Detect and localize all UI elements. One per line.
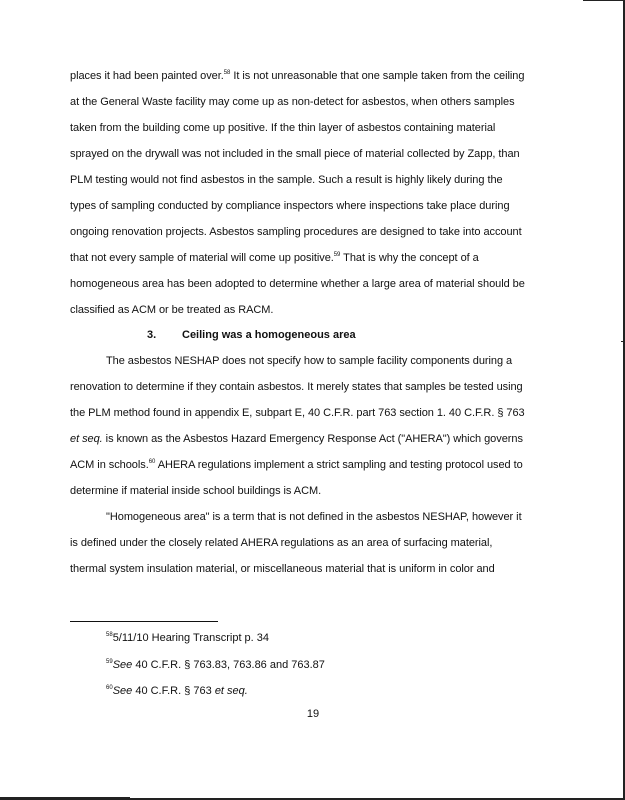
footnote-ref: 59 (333, 252, 341, 258)
footnote-ref: 58 (223, 70, 231, 76)
body-line: homogeneous area has been adopted to determine whether a large area of material should be (70, 278, 525, 290)
body-line: renovation to determine if they contain asbestos. It merely states that samples be tested using (70, 381, 523, 393)
footnote-divider (70, 621, 218, 622)
body-line: PLM testing would not find asbestos in the sample. Such a result is highly likely during the (70, 174, 503, 186)
footnote: $^{60}$See 40 C.F.R. § 763 et seq. (106, 685, 248, 697)
body-line: taken from the building come up positive. If the thin layer of asbestos containing material (70, 122, 496, 134)
body-line: et seq. is known as the Asbestos Hazard Emergency Response Act ("AHERA") which governs (70, 433, 523, 445)
scan-edge-top (583, 0, 625, 1)
body-line: The asbestos NESHAP does not specify how to sample facility components during a (106, 355, 513, 367)
body-line: thermal system insulation material, or miscellaneous material that is uniform in color and (70, 563, 495, 575)
body-line: ACM in schools.$^{60}$ AHERA regulations implement a strict sampling and testing protocol used to (70, 459, 523, 471)
footnote: $^{59}$See 40 C.F.R. § 763.83, 763.86 and 763.87 (106, 659, 325, 671)
scan-edge-mark (621, 341, 625, 342)
scan-edge-bottom-left (0, 797, 130, 798)
body-line: determine if material inside school buildings is ACM. (70, 485, 322, 497)
body-line: ongoing renovation projects. Asbestos sampling procedures are designed to take into account (70, 226, 522, 238)
section-number: 3. (147, 329, 157, 341)
body-line: the PLM method found in appendix E, subpart E, 40 C.F.R. part 763 section 1. 40 C.F.R. § 763 (70, 407, 525, 419)
section-title: Ceiling was a homogeneous area (182, 329, 356, 341)
body-line: is defined under the closely related AHERA regulations as an area of surfacing material, (70, 537, 493, 549)
body-line: at the General Waste facility may come up as non-detect for asbestos, when others samples (70, 96, 515, 108)
footnote: $^{58}$5/11/10 Hearing Transcript p. 34 (106, 632, 270, 644)
body-line: places it had been painted over.$^{58}$ It is not unreasonable that one sample taken from the ceiling (70, 70, 525, 82)
body-line: that not every sample of material will come up positive.$^{59}$ That is why the concept of a (70, 252, 479, 264)
body-line: classified as ACM or be treated as RACM. (70, 304, 274, 316)
body-line: "Homogeneous area" is a term that is not defined in the asbestos NESHAP, however it (106, 511, 522, 523)
footnote-ref: 60 (148, 459, 156, 465)
body-line: types of sampling conducted by compliance inspectors where inspections take place during (70, 200, 510, 212)
page-number: 19 (306, 708, 320, 720)
body-line: sprayed on the drywall was not included in the small piece of material collected by Zapp, than (70, 148, 520, 160)
